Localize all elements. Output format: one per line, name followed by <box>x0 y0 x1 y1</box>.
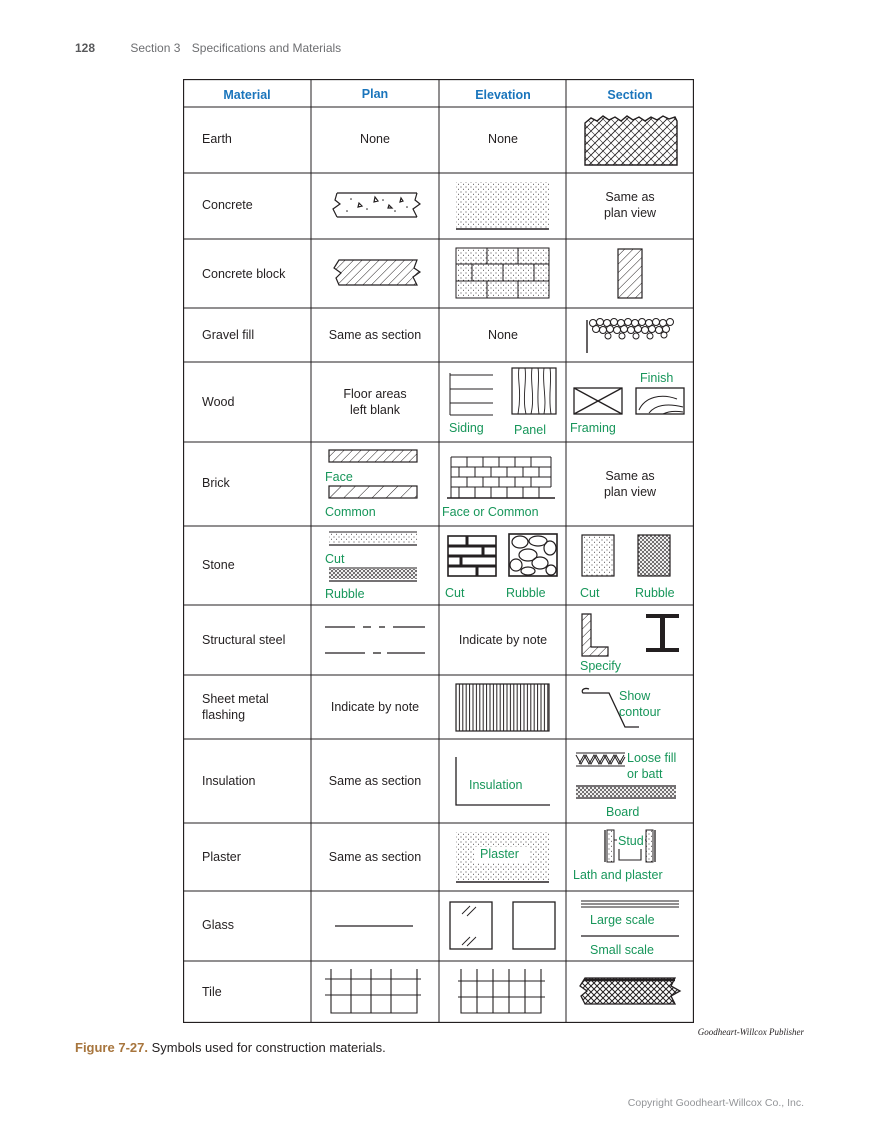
brick-face-symbol <box>328 449 420 465</box>
plaster-elevation-label: Plaster <box>480 847 519 861</box>
steel-angle-section-symbol <box>581 613 611 659</box>
insulation-board-label: Board <box>606 805 640 819</box>
material-structural-steel: Structural steel <box>202 633 286 647</box>
insulation-loose-fill-symbol <box>575 751 627 769</box>
stone-rubble-section-symbol <box>637 534 673 578</box>
stone-elevation-cut-label: Cut <box>445 586 465 600</box>
steel-plan-symbol <box>323 623 429 657</box>
material-glass: Glass <box>202 918 234 932</box>
steel-specify-label: Specify <box>580 659 621 673</box>
material-tile: Tile <box>202 985 222 999</box>
material-concrete-block: Concrete block <box>202 267 286 281</box>
flashing-contour-label: contour <box>619 705 661 719</box>
material-plaster: Plaster <box>202 850 241 864</box>
material-insulation: Insulation <box>202 774 256 788</box>
insulation-loose-fill-line1: Loose fill <box>627 751 677 765</box>
brick-common-label: Common <box>325 505 376 519</box>
material-flashing-line2: flashing <box>202 708 246 722</box>
gravel-plan: Same as section <box>328 328 422 342</box>
brick-section-line1: Same as <box>605 469 655 483</box>
gravel-elevation: None <box>488 328 518 342</box>
earth-plan: None <box>360 132 390 146</box>
stone-rubble-elevation-symbol <box>508 533 560 579</box>
flashing-show-label: Show <box>619 689 651 703</box>
brick-face-label: Face <box>325 470 353 484</box>
header-plan: Plan <box>361 87 389 101</box>
brick-section-line2: plan view <box>603 485 657 499</box>
glass-elevation-symbol <box>448 900 560 952</box>
tile-elevation-symbol <box>457 967 549 1017</box>
header-section: Section <box>607 88 653 102</box>
wood-panel-label: Panel <box>514 423 546 437</box>
plaster-plan: Same as section <box>328 850 422 864</box>
earth-elevation: None <box>488 132 518 146</box>
materials-table <box>183 79 694 1023</box>
header-elevation: Elevation <box>475 88 531 102</box>
flashing-plan: Indicate by note <box>330 700 420 714</box>
tile-section-symbol <box>579 974 685 1008</box>
material-stone: Stone <box>202 558 235 572</box>
gravel-section-symbol <box>586 316 678 356</box>
concrete-section-line1: Same as <box>605 190 655 204</box>
steel-elevation: Indicate by note <box>458 633 548 647</box>
concrete-section-line2: plan view <box>603 206 657 220</box>
tile-plan-symbol <box>323 967 423 1017</box>
section-title: Specifications and Materials <box>191 41 342 55</box>
brick-face-or-common-label: Face or Common <box>442 505 539 519</box>
stone-plan-rubble-label: Rubble <box>325 587 365 601</box>
stone-cut-section-symbol <box>581 534 617 578</box>
brick-elevation-symbol <box>447 455 557 501</box>
material-gravel-fill: Gravel fill <box>202 328 255 342</box>
glass-large-scale-symbol <box>579 899 683 911</box>
glass-small-scale-label: Small scale <box>590 943 654 957</box>
concrete-block-section-symbol <box>617 248 643 300</box>
figure-caption-text: Symbols used for construction materials. <box>151 1040 386 1055</box>
figure-number: Figure 7-27. <box>75 1040 148 1055</box>
plaster-stud-label: Stud <box>618 834 644 848</box>
insulation-plan: Same as section <box>328 774 422 788</box>
section-number: Section 3 <box>130 41 181 55</box>
plaster-lath-label: Lath and plaster <box>573 868 663 882</box>
concrete-plan-symbol <box>331 189 423 221</box>
material-wood: Wood <box>202 395 235 409</box>
stone-section-rubble-label: Rubble <box>635 586 675 600</box>
stone-cut-elevation-symbol <box>447 535 499 579</box>
stone-elevation-rubble-label: Rubble <box>506 586 546 600</box>
concrete-elevation-symbol <box>455 181 552 231</box>
stone-plan-cut-label: Cut <box>325 552 345 566</box>
wood-siding-label: Siding <box>449 421 484 435</box>
wood-finish-label: Finish <box>640 371 674 385</box>
stone-rubble-plan-symbol <box>328 567 420 583</box>
flashing-elevation-symbol <box>455 683 552 735</box>
figure-caption <box>75 1040 386 1055</box>
wood-section-symbols <box>573 387 687 419</box>
insulation-loose-fill-line2: or batt <box>627 767 663 781</box>
insulation-elevation-label: Insulation <box>469 778 523 792</box>
glass-small-scale-symbol <box>579 934 683 940</box>
page-number: 128 <box>75 41 96 55</box>
stone-section-cut-label: Cut <box>580 586 600 600</box>
glass-large-scale-label: Large scale <box>590 913 655 927</box>
material-brick: Brick <box>202 476 230 490</box>
page-header <box>75 41 341 55</box>
stone-cut-plan-symbol <box>328 531 420 547</box>
concrete-block-plan-symbol <box>331 257 423 289</box>
glass-plan-symbol <box>333 923 415 929</box>
material-concrete: Concrete <box>202 198 253 212</box>
header-material: Material <box>223 88 271 102</box>
publisher-credit: Goodheart-Willcox Publisher <box>697 1027 804 1037</box>
steel-beam-section-symbol <box>645 613 681 655</box>
wood-framing-label: Framing <box>570 421 616 435</box>
material-earth: Earth <box>202 132 232 146</box>
earth-section-symbol <box>583 115 679 167</box>
brick-common-symbol <box>328 485 420 501</box>
concrete-block-elevation-symbol <box>455 247 552 301</box>
wood-plan-line1: Floor areas <box>343 387 407 401</box>
material-flashing-line1: Sheet metal <box>202 692 269 706</box>
wood-siding-symbol <box>447 371 497 417</box>
wood-panel-symbol <box>511 367 559 417</box>
wood-plan-line2: left blank <box>349 403 401 417</box>
copyright-notice: Copyright Goodheart-Willcox Co., Inc. <box>627 1097 804 1109</box>
insulation-board-symbol <box>575 784 679 802</box>
